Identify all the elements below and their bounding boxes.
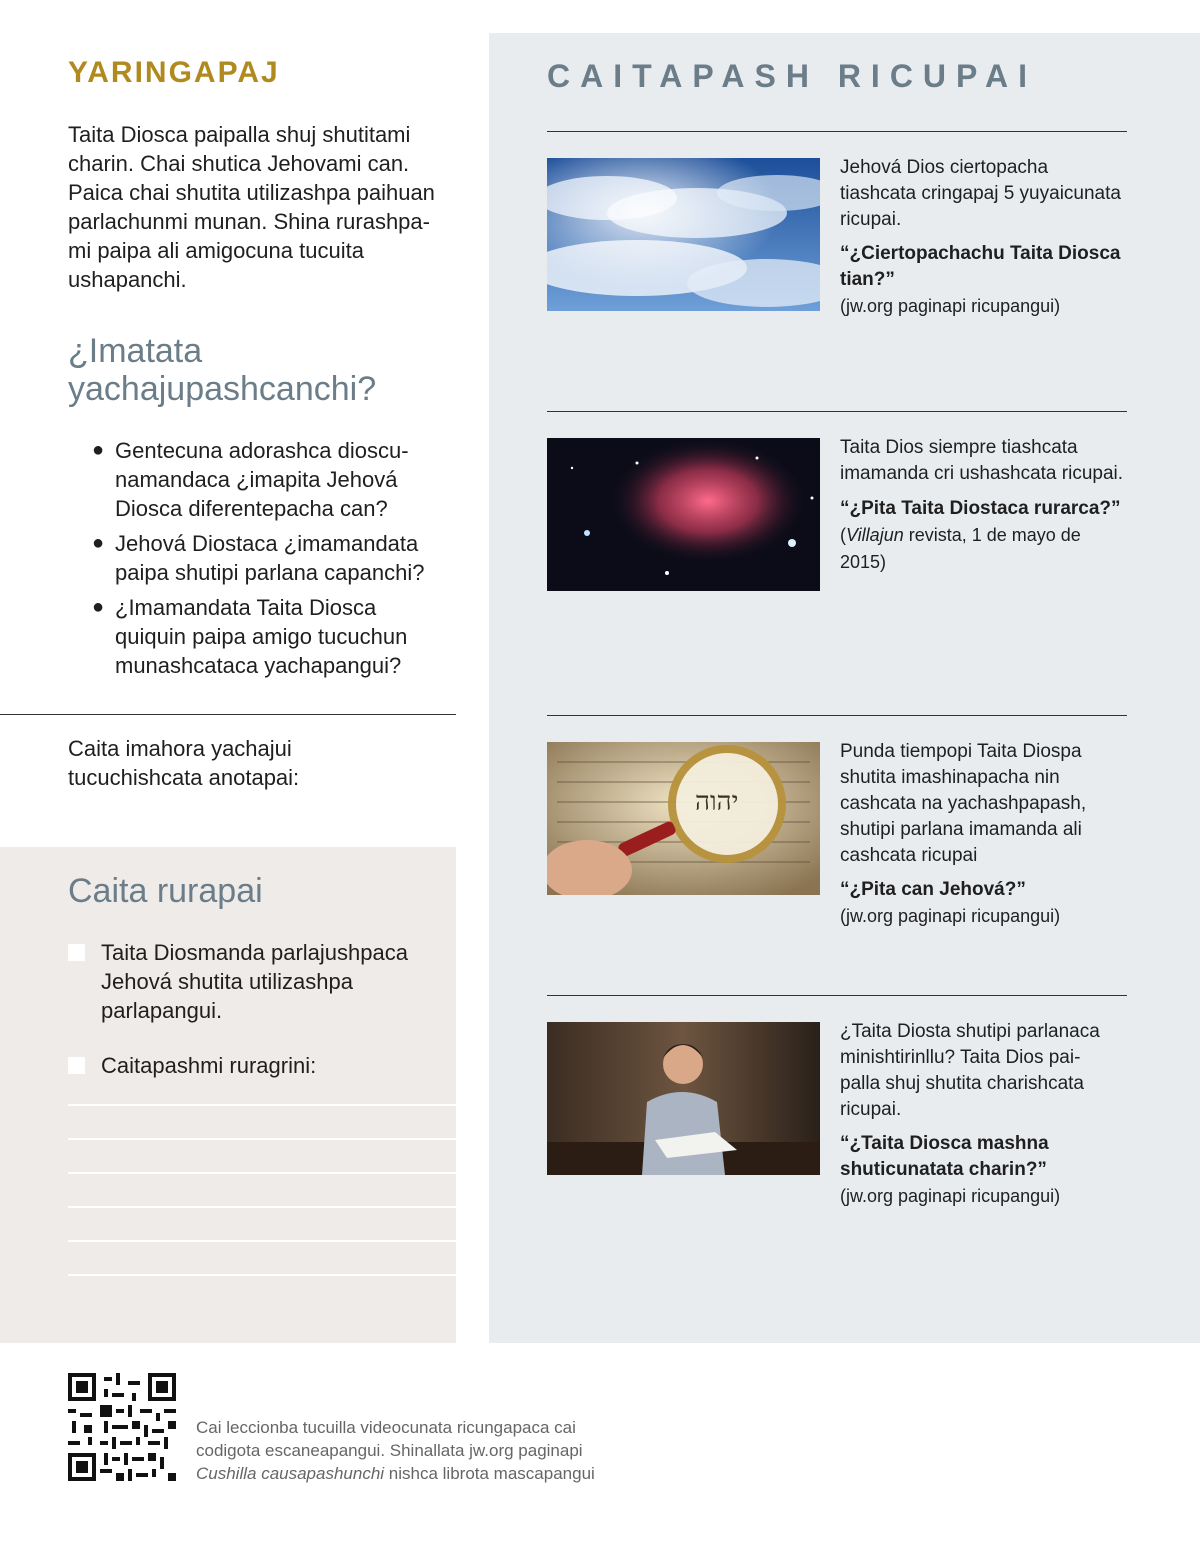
write-line[interactable] bbox=[68, 1138, 456, 1140]
card-link-title[interactable]: “¿Taita Diosca mashna shuticunatata charin?” bbox=[840, 1133, 1049, 1180]
card-description: ¿Taita Diosta shutipi parlanaca minishtirinllu? Taita Dios pai- palla shuj shutita charishcata ricupai. bbox=[840, 1021, 1100, 1120]
bullet-icon: ● bbox=[92, 596, 105, 618]
card-link-wrap bbox=[840, 495, 1125, 576]
card-source: (jw.org paginapi ricupangui) bbox=[840, 906, 1061, 926]
card-description: Taita Dios siempre tiashcata imamanda cri ushashcata ricupai. bbox=[840, 437, 1124, 484]
todo-text: Taita Diosmanda parlajushpaca Jehová shutita utilizashpa parlapangui. bbox=[101, 940, 408, 1023]
card-divider bbox=[547, 411, 1127, 412]
card-source-part: ( bbox=[840, 525, 846, 545]
bullet-icon: ● bbox=[92, 532, 105, 554]
card-link-title[interactable]: “¿Pita Taita Diostaca rurarca?” bbox=[840, 498, 1121, 519]
todo-heading: Caita rurapai bbox=[68, 872, 263, 910]
magnifying-glass-hebrew-photo[interactable] bbox=[547, 742, 820, 895]
card-text bbox=[840, 435, 1125, 576]
card-source bbox=[840, 525, 1081, 572]
section-divider bbox=[0, 714, 456, 715]
summary-text: Taita Diosca paipalla shuj shutitami charin. Chai shutica Jehovami can. Paica chai shutita utilizashpa paihuan parlachunmi munan. Shina rurashpa- mi paipa ali amigocuna tucuita ushapanchi. bbox=[68, 122, 435, 292]
write-line[interactable] bbox=[68, 1206, 456, 1208]
question-item bbox=[88, 529, 448, 587]
card-text bbox=[840, 155, 1125, 319]
svg-text:יהוה: יהוה bbox=[695, 787, 739, 817]
card-description: Jehová Dios ciertopacha tiashcata cringapaj 5 yuyaicunata ricupai. bbox=[840, 157, 1121, 230]
footer-line: codigota escaneapangui. Shinallata jw.org paginapi bbox=[196, 1441, 583, 1460]
todo-box bbox=[0, 847, 456, 1343]
write-line[interactable] bbox=[68, 1172, 456, 1174]
questions-heading: ¿Imatata yachajupashcanchi? bbox=[68, 332, 377, 408]
bullet-icon: ● bbox=[92, 439, 105, 461]
footer-text bbox=[196, 1416, 716, 1485]
book-title: Cushilla causapashunchi bbox=[196, 1464, 385, 1483]
card-divider bbox=[547, 715, 1127, 716]
question-text: Jehová Diostaca ¿imamandata paipa shutipi parlana capanchi? bbox=[115, 531, 425, 585]
card-divider bbox=[547, 995, 1127, 996]
todo-item bbox=[68, 938, 438, 1025]
card-divider bbox=[547, 131, 1127, 132]
question-item bbox=[88, 436, 448, 523]
checkbox[interactable] bbox=[68, 944, 85, 961]
card-link-title[interactable]: “¿Ciertopachachu Taita Diosca tian?” bbox=[840, 243, 1121, 290]
card-source-part: revista, 1 de mayo de 2015) bbox=[840, 525, 1081, 572]
notes-label: Caita imahora yachajui tucuchishcata anotapai: bbox=[68, 736, 300, 790]
card-text bbox=[840, 1019, 1125, 1209]
write-line[interactable] bbox=[68, 1104, 456, 1106]
qr-code-icon[interactable] bbox=[68, 1373, 176, 1481]
footer-line: Cai leccionba tucuilla videocunata ricungapaca cai bbox=[196, 1418, 576, 1437]
card-source: (jw.org paginapi ricupangui) bbox=[840, 1186, 1061, 1206]
footer-line: nishca librota mascapangui bbox=[384, 1464, 595, 1483]
magazine-title: Villajun bbox=[846, 525, 904, 545]
todo-text: Caitapashmi ruragrini: bbox=[101, 1053, 317, 1078]
nebula-stars-photo[interactable] bbox=[547, 438, 820, 591]
questions-list bbox=[88, 436, 448, 686]
question-text: ¿Imamandata Taita Diosca quiquin paipa amigo tucuchun munashcataca yachapangui? bbox=[115, 595, 408, 678]
clouds-sky-photo[interactable] bbox=[547, 158, 820, 311]
question-text: Gentecuna adorashca dioscu- namandaca ¿imapita Jehová Diosca diferentepacha can? bbox=[115, 438, 409, 521]
card-text bbox=[840, 739, 1125, 929]
write-line[interactable] bbox=[68, 1240, 456, 1242]
card-description: Punda tiempopi Taita Diospa shutita imashinapacha nin cashcata na yachashpapash, shutipi parlana imamanda ali cashcata ricupai bbox=[840, 741, 1087, 866]
card-source: (jw.org paginapi ricupangui) bbox=[840, 296, 1061, 316]
checkbox[interactable] bbox=[68, 1057, 85, 1074]
todo-item bbox=[68, 1051, 438, 1080]
see-also-title: CAITAPASH RICUPAI bbox=[547, 58, 1037, 94]
section-label: YARINGAPAJ bbox=[68, 56, 280, 89]
question-item bbox=[88, 593, 448, 680]
card-link-title[interactable]: “¿Pita can Jehová?” bbox=[840, 879, 1026, 900]
man-reading-photo[interactable] bbox=[547, 1022, 820, 1175]
write-line[interactable] bbox=[68, 1274, 456, 1276]
